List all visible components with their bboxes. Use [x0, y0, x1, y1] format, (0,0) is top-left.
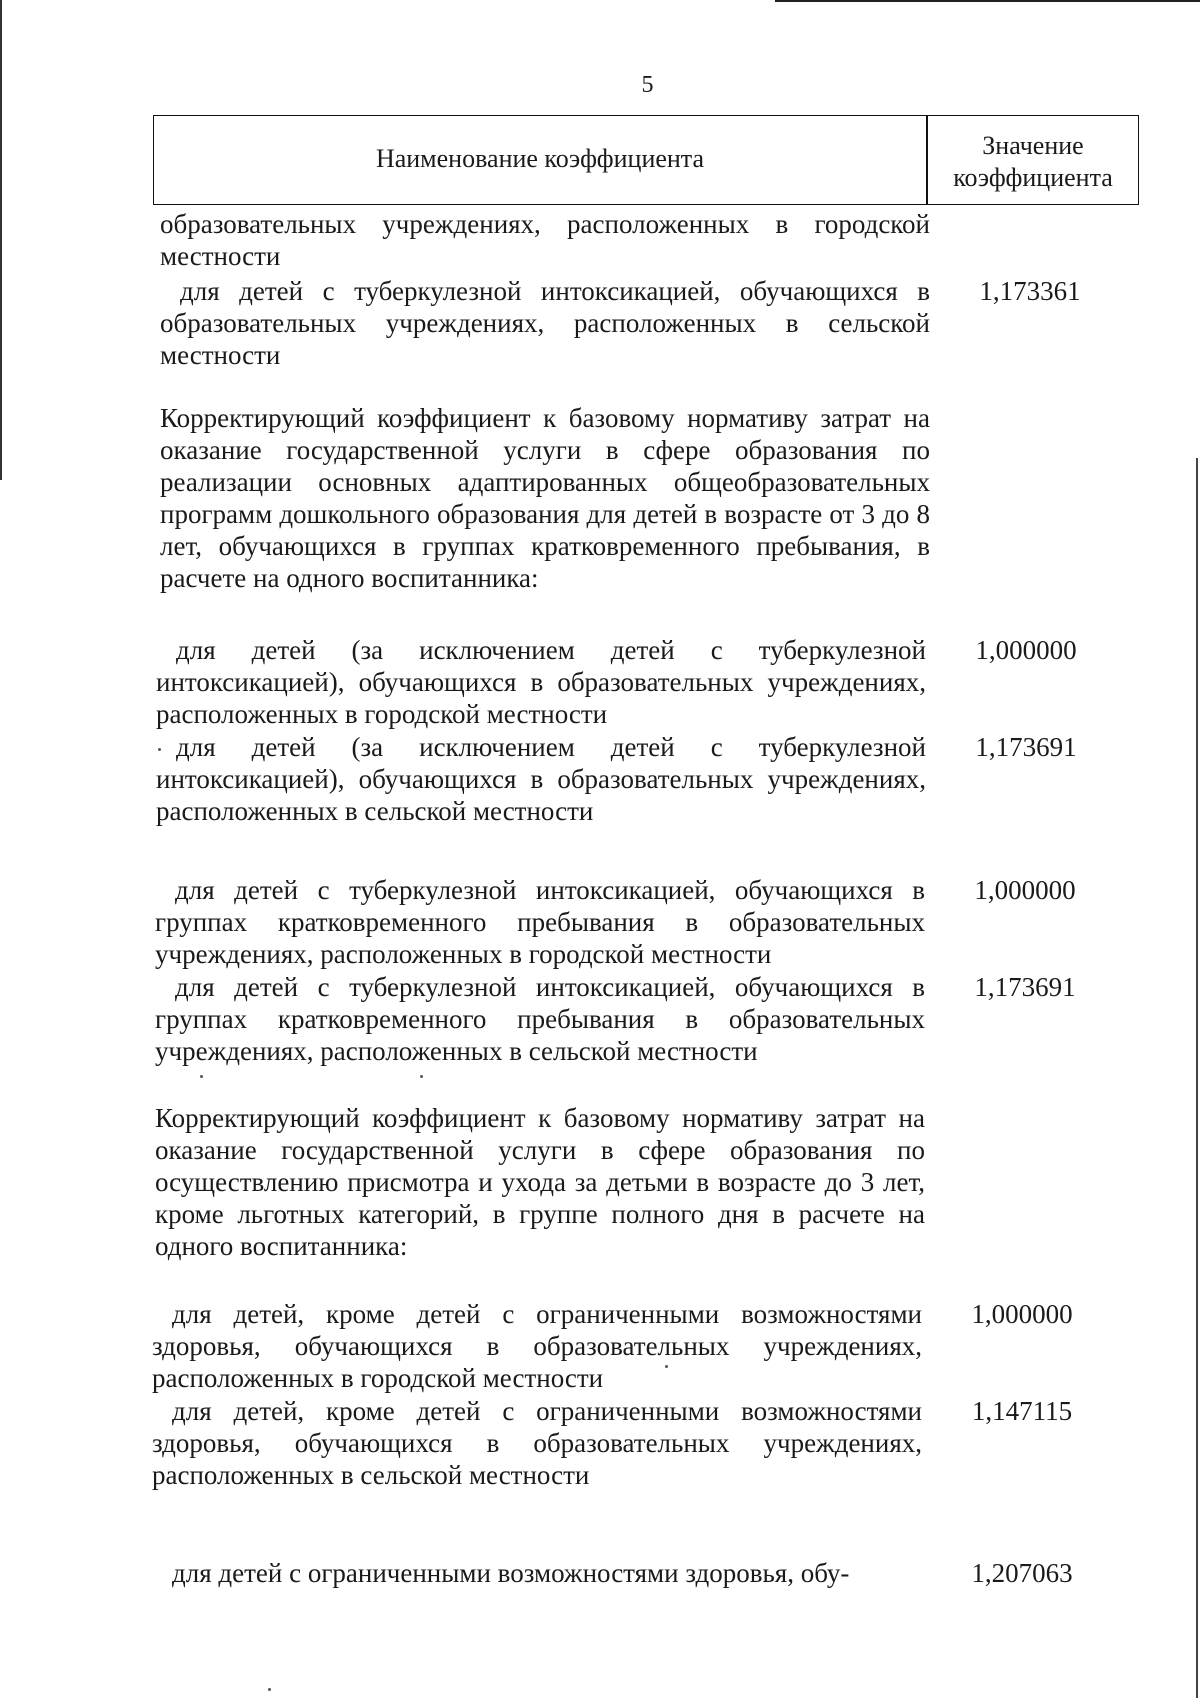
- scan-speck: [665, 1365, 668, 1368]
- scan-speck: [200, 1075, 203, 1078]
- page-number: 5: [641, 72, 654, 98]
- table-row: [156, 731, 1156, 827]
- row-value: 1,207063: [971, 1558, 1073, 1588]
- row-text: для детей с ограниченными возможностями здоровья, обу-: [172, 1558, 850, 1588]
- scan-speck: [268, 1688, 271, 1691]
- row-text: образовательных учреждениях, расположенных в городской местности: [160, 209, 930, 271]
- scan-speck: [158, 748, 161, 751]
- row-value: 1,173691: [974, 972, 1076, 1002]
- table-header: [153, 115, 1139, 205]
- table-row: [155, 1102, 1155, 1262]
- row-text: Корректирующий коэффициент к базовому нормативу затрат на оказание государственной услуги в сфере образования по осуществлению присмотра и ухода за детьми в возрасте до 3 лет, кроме льготных категорий, в группе полного дня в расчете на одного воспитанника:: [155, 1103, 925, 1261]
- table-row: [152, 1557, 1152, 1589]
- header-name-column: Наименование коэффициента: [375, 144, 705, 173]
- row-value: 1,000000: [971, 1299, 1073, 1329]
- table-row: [152, 1395, 1152, 1491]
- row-text: для детей с туберкулезной интоксикацией, обучающихся в образовательных учреждениях, расположенных в сельской местности: [160, 276, 930, 370]
- scan-speck: [420, 1075, 423, 1078]
- table-row: [155, 971, 1155, 1067]
- table-row: [160, 402, 1160, 594]
- row-value: 1,173361: [979, 276, 1081, 306]
- table-row: [160, 275, 1160, 371]
- table-row: [156, 634, 1156, 730]
- scan-edge-top: [775, 0, 1200, 2]
- row-value: 1,000000: [974, 875, 1076, 905]
- row-text: для детей с туберкулезной интоксикацией, обучающихся в группах кратковременного пребывания в образовательных учреждениях, расположенных в городской местности: [155, 875, 925, 969]
- row-text: для детей, кроме детей с ограниченными возможностями здоровья, обучающихся в образовательных учреждениях, расположенных в городской местности: [152, 1299, 922, 1393]
- table-row: [152, 1298, 1152, 1394]
- row-value: 1,147115: [971, 1396, 1073, 1426]
- row-text: для детей (за исключением детей с туберкулезной интоксикацией), обучающихся в образовательных учреждениях, расположенных в городской местности: [156, 635, 926, 729]
- row-value: 1,000000: [975, 635, 1077, 665]
- table-row: [160, 208, 1160, 272]
- row-text: для детей (за исключением детей с туберкулезной интоксикацией), обучающихся в образовательных учреждениях, расположенных в сельской местности: [156, 732, 926, 826]
- table-row: [155, 874, 1155, 970]
- row-text: для детей, кроме детей с ограниченными возможностями здоровья, обучающихся в образовательных учреждениях, расположенных в сельской местности: [152, 1396, 922, 1490]
- header-value-column: Значение коэффициента: [953, 131, 1113, 192]
- row-value: 1,173691: [975, 732, 1077, 762]
- row-text: для детей с туберкулезной интоксикацией, обучающихся в группах кратковременного пребывания в образовательных учреждениях, расположенных в сельской местности: [155, 972, 925, 1066]
- scan-edge-right: [1196, 458, 1198, 1698]
- row-text: Корректирующий коэффициент к базовому нормативу затрат на оказание государственной услуги в сфере образования по реализации основных адаптированных общеобразовательных программ дошкольного образования для детей в возрасте от 3 до 8 лет, обучающихся в группах кратковременного пребывания, в расчете на одного воспитанника:: [160, 403, 930, 593]
